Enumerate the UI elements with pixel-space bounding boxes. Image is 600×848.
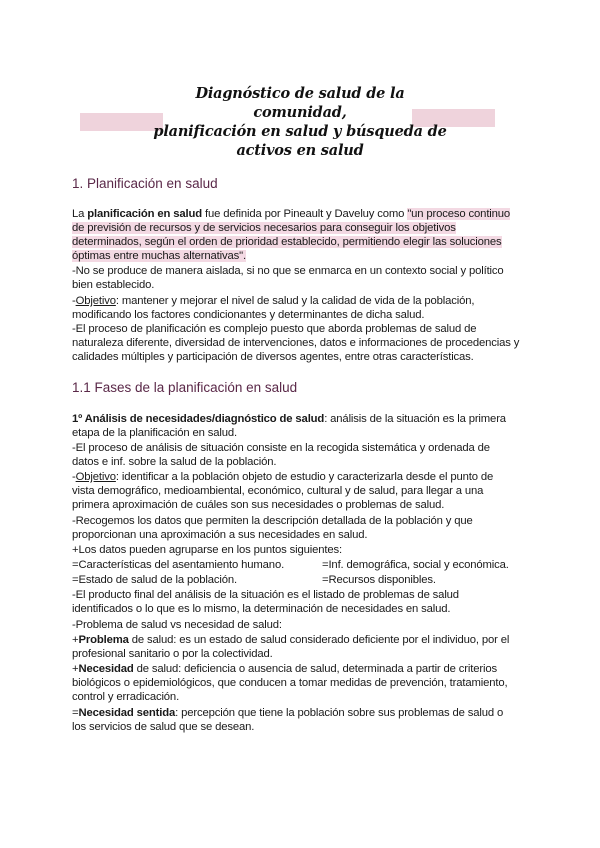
list-item: =Características del asentamiento humano. (72, 559, 285, 571)
paragraph-line: datos e inf. sobre la salud de la población. (72, 456, 277, 468)
page-title (150, 84, 450, 160)
paragraph-line: +Problema de salud: es un estado de salud considerado deficiente por el individuo, por el (72, 634, 510, 646)
paragraph-line: calidades múltiples y participación de diversos agentes, entre otras características. (72, 351, 474, 363)
paragraph-line: 1º Análisis de necesidades/diagnóstico de salud: análisis de la situación es la primera (72, 413, 506, 425)
paragraph-line: -Objetivo: identificar a la población objeto de estudio y caracterizarla desde el punto de (72, 471, 494, 483)
paragraph-line: los servicios de salud que se desean. (72, 721, 255, 733)
paragraph-line: -El proceso de planificación es complejo puesto que aborda problemas de salud de (72, 323, 477, 335)
paragraph-line: +Los datos pueden agruparse en los puntos siguientes: (72, 544, 342, 556)
paragraph-line: +Necesidad de salud: deficiencia o ausencia de salud, determinada a partir de criterios (72, 663, 497, 675)
paragraph-line: La planificación en salud fue definida por Pineault y Daveluy como "un proceso continuo (72, 208, 511, 220)
list-item: =Inf. demográfica, social y económica. (322, 559, 509, 571)
paragraph-line: -Recogemos los datos que permiten la descripción detallada de la población y que (72, 515, 473, 527)
paragraph-line: -No se produce de manera aislada, si no que se enmarca en un contexto social y político (72, 265, 504, 277)
paragraph-line: -El producto final del análisis de la situación es el listado de problemas de salud (72, 589, 459, 601)
paragraph-line: etapa de la planificación en salud. (72, 427, 237, 439)
paragraph-line: proporcionan una aproximación a sus necesidades en salud. (72, 529, 368, 541)
paragraph-line: control y erradicación. (72, 691, 180, 703)
paragraph-line: determinados, según el orden de prioridad establecido, permitiendo elegir las soluciones (72, 236, 502, 248)
title-line-2: planificación en salud y búsqueda de (153, 123, 447, 140)
paragraph-line: biológicos o epidemiológicos, que conducen a tomar medidas de prevención, tratamiento, (72, 677, 508, 689)
section-heading-1: 1. Planificación en salud (72, 176, 218, 191)
title-line-1: Diagnóstico de salud de la comunidad, (195, 85, 405, 121)
paragraph-line: -Problema de salud vs necesidad de salud: (72, 619, 282, 631)
paragraph-line: vista demográfico, medioambiental, económico, cultural y de salud, para llegar a una (72, 485, 484, 497)
section-heading-2: 1.1 Fases de la planificación en salud (72, 380, 298, 395)
list-item: =Recursos disponibles. (322, 574, 436, 586)
paragraph-line: naturaleza diferente, diversidad de intervenciones, datos e informaciones de procedencias y (72, 337, 520, 349)
paragraph-line: =Necesidad sentida: percepción que tiene la población sobre sus problemas de salud o (72, 707, 504, 719)
paragraph-line: de previsión de recursos y de servicios necesarios para conseguir los objetivos (72, 222, 456, 234)
title-line-3: activos en salud (236, 142, 364, 159)
paragraph-line: identificados o lo que es lo mismo, la determinación de necesidades en salud. (72, 603, 451, 615)
paragraph-line: modificando los factores condicionantes y determinantes de dicha salud. (72, 309, 425, 321)
paragraph-line: -El proceso de análisis de situación consiste en la recogida sistemática y ordenada de (72, 442, 490, 454)
paragraph-line: primera aproximación de cuáles son sus necesidades o problemas de salud. (72, 499, 445, 511)
paragraph-line: óptimas entre muchas alternativas". (72, 250, 246, 262)
paragraph-line: profesional sanitario o por la colectividad. (72, 648, 273, 660)
paragraph-line: bien establecido. (72, 279, 155, 291)
list-item: =Estado de salud de la población. (72, 574, 237, 586)
paragraph-line: -Objetivo: mantener y mejorar el nivel de salud y la calidad de vida de la población, (72, 295, 475, 307)
